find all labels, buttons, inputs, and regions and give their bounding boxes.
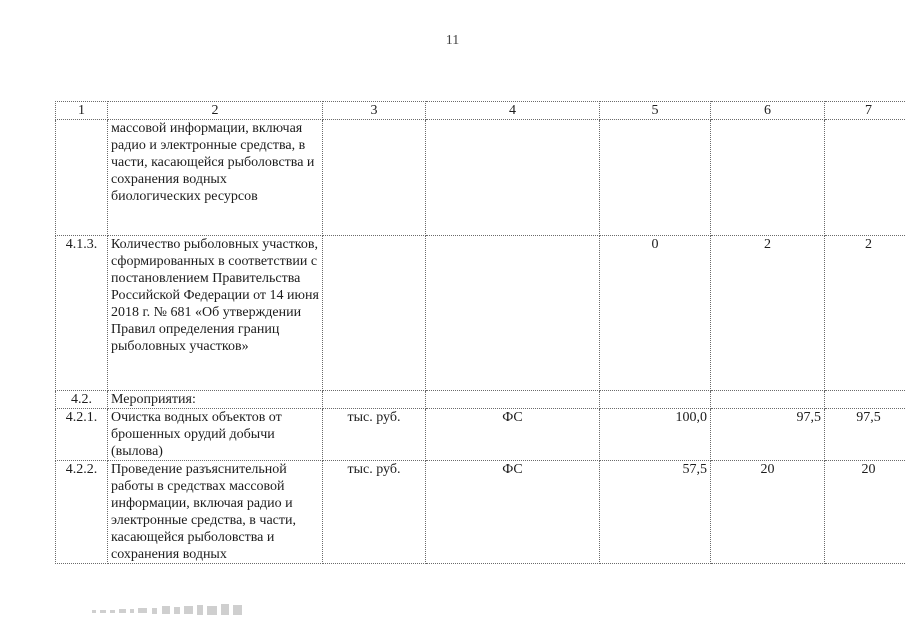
row-value-6 [711,120,825,236]
column-header-5: 5 [600,102,711,120]
row-value-7 [825,391,905,409]
row-number: 4.2. [56,391,108,409]
data-table [55,101,905,564]
row-description: Проведение разъяснительной работы в средствах массовой информации, включая радио и электронные средства, в части, касающейся рыболовства и сохранения водных [108,461,323,564]
row-unit [323,391,426,409]
row-number [56,120,108,236]
row-value-5 [600,120,711,236]
row-value-6: 2 [711,236,825,391]
row-source [426,236,600,391]
row-description: Количество рыболовных участков, сформированных в соответствии с постановлением Правительства Российской Федерации от 14 июня 2018 г. № 681 «Об утверждении Правил определения границ рыболовных участков» [108,236,323,391]
column-header-4: 4 [426,102,600,120]
row-value-6: 20 [711,461,825,564]
row-number: 4.2.1. [56,409,108,461]
row-value-5 [600,391,711,409]
row-value-6: 97,5 [711,409,825,461]
row-source [426,120,600,236]
row-value-7 [825,120,905,236]
row-unit [323,236,426,391]
row-unit: тыс. руб. [323,409,426,461]
row-source [426,391,600,409]
row-unit [323,120,426,236]
row-description: Мероприятия: [108,391,323,409]
row-value-7: 97,5 [825,409,905,461]
table-row [56,120,905,236]
page-number: 11 [445,33,460,48]
row-value-6 [711,391,825,409]
header-row [56,102,905,120]
row-number: 4.2.2. [56,461,108,564]
row-value-5: 0 [600,236,711,391]
table-row [56,409,905,461]
document-stamp [92,598,244,626]
table-row [56,236,905,391]
row-unit: тыс. руб. [323,461,426,564]
table-row [56,461,905,564]
column-header-1: 1 [56,102,108,120]
row-source: ФС [426,409,600,461]
row-value-7: 2 [825,236,905,391]
row-value-5: 57,5 [600,461,711,564]
column-header-2: 2 [108,102,323,120]
column-header-3: 3 [323,102,426,120]
row-value-5: 100,0 [600,409,711,461]
column-header-6: 6 [711,102,825,120]
row-description: Очистка водных объектов от брошенных орудий добычи (вылова) [108,409,323,461]
row-description: массовой информации, включая радио и электронные средства, в части, касающейся рыболовства и сохранения водных биологических ресурсов [108,120,323,236]
row-value-7: 20 [825,461,905,564]
row-source: ФС [426,461,600,564]
table-row [56,391,905,409]
row-number: 4.1.3. [56,236,108,391]
column-header-7: 7 [825,102,905,120]
